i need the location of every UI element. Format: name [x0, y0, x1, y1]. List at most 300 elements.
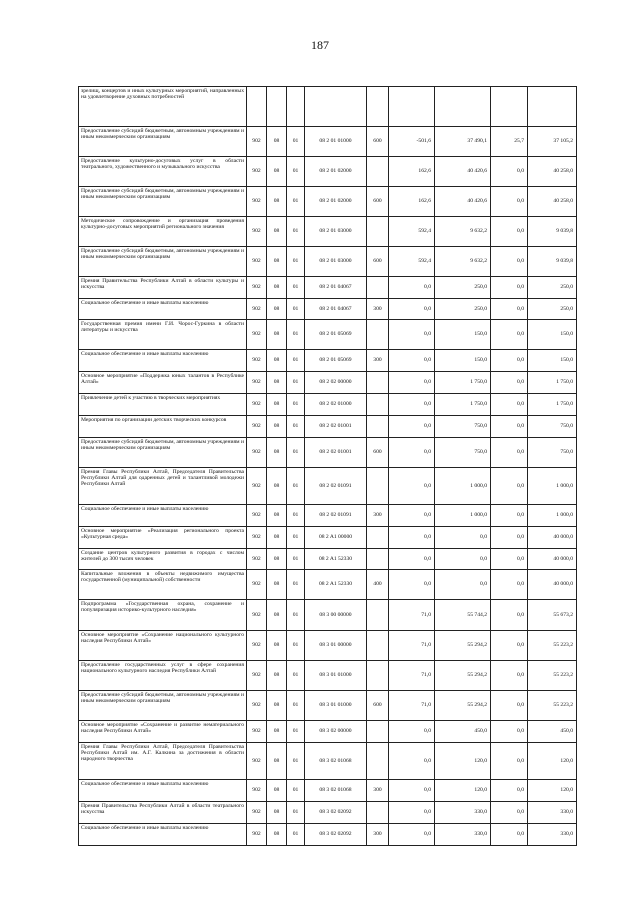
- admin-code: 902: [247, 438, 267, 468]
- amount-change: 0,0: [389, 743, 435, 780]
- amount-federal: [491, 87, 528, 127]
- table-row: [79, 743, 577, 780]
- row-name: Предоставление государственных услуг в сфере сохранения национального культурного наследия Республики Алтай: [79, 661, 247, 691]
- expense-type-code: [367, 320, 389, 350]
- amount-total: 120,0: [435, 743, 491, 780]
- amount-total: 120,0: [435, 780, 491, 802]
- amount-federal: 0,0: [491, 217, 528, 247]
- row-name: Создание центров культурного развития в городах с числом жителей до 300 тысяч человек: [79, 549, 247, 570]
- subsection-code: 01: [287, 247, 305, 277]
- expense-type-code: 300: [367, 299, 389, 320]
- amount-total: 9 632,2: [435, 247, 491, 277]
- amount-total: 55 744,2: [435, 600, 491, 631]
- amount-approved: 1 750,0: [528, 372, 577, 394]
- amount-approved: 40 000,0: [528, 570, 577, 600]
- table-row: [79, 416, 577, 438]
- amount-approved: [528, 87, 577, 127]
- target-article-code: 08 3 01 01000: [305, 691, 367, 721]
- section-code: 08: [267, 350, 287, 372]
- section-code: 08: [267, 570, 287, 600]
- amount-federal: 0,0: [491, 416, 528, 438]
- row-name: Социальное обеспечение и иные выплаты населению: [79, 505, 247, 527]
- target-article-code: 08 2 01 01000: [305, 127, 367, 157]
- section-code: 08: [267, 721, 287, 743]
- expense-type-code: [367, 87, 389, 127]
- admin-code: 902: [247, 277, 267, 299]
- target-article-code: 08 2 02 01091: [305, 468, 367, 505]
- amount-change: 0,0: [389, 320, 435, 350]
- amount-total: 0,0: [435, 570, 491, 600]
- expense-type-code: 600: [367, 438, 389, 468]
- admin-code: 902: [247, 350, 267, 372]
- admin-code: 902: [247, 127, 267, 157]
- section-code: 08: [267, 438, 287, 468]
- table-body: [79, 87, 577, 846]
- row-name: Социальное обеспечение и иные выплаты населению: [79, 350, 247, 372]
- row-name: Предоставление субсидий бюджетным, автономным учреждениям и иным некоммерческим организациям: [79, 187, 247, 217]
- admin-code: 902: [247, 780, 267, 802]
- table-row: [79, 299, 577, 320]
- section-code: 08: [267, 691, 287, 721]
- admin-code: 902: [247, 661, 267, 691]
- subsection-code: 01: [287, 372, 305, 394]
- subsection-code: 01: [287, 157, 305, 187]
- target-article-code: 08 3 01 00000: [305, 631, 367, 661]
- amount-total: 330,0: [435, 824, 491, 846]
- amount-federal: 0,0: [491, 631, 528, 661]
- target-article-code: 08 3 02 01068: [305, 743, 367, 780]
- amount-total: 1 750,0: [435, 372, 491, 394]
- subsection-code: 01: [287, 299, 305, 320]
- section-code: 08: [267, 549, 287, 570]
- target-article-code: 08 2 01 04067: [305, 277, 367, 299]
- section-code: 08: [267, 372, 287, 394]
- amount-approved: 120,0: [528, 780, 577, 802]
- expense-type-code: 600: [367, 691, 389, 721]
- expense-type-code: [367, 372, 389, 394]
- section-code: 08: [267, 247, 287, 277]
- table-row: [79, 87, 577, 127]
- target-article-code: 08 2 01 05069: [305, 350, 367, 372]
- amount-approved: 55 223,2: [528, 691, 577, 721]
- target-article-code: [305, 87, 367, 127]
- amount-total: 1 000,0: [435, 468, 491, 505]
- target-article-code: 08 2 01 05069: [305, 320, 367, 350]
- table-row: [79, 780, 577, 802]
- amount-change: 71,0: [389, 631, 435, 661]
- amount-approved: 1 000,0: [528, 468, 577, 505]
- expense-type-code: [367, 802, 389, 824]
- section-code: [267, 87, 287, 127]
- target-article-code: 08 3 01 01000: [305, 661, 367, 691]
- table-row: [79, 527, 577, 549]
- target-article-code: 08 2 02 01091: [305, 505, 367, 527]
- admin-code: [247, 87, 267, 127]
- subsection-code: 01: [287, 743, 305, 780]
- subsection-code: 01: [287, 438, 305, 468]
- table-row: [79, 691, 577, 721]
- amount-approved: 250,0: [528, 277, 577, 299]
- row-name: Социальное обеспечение и иные выплаты населению: [79, 780, 247, 802]
- expense-type-code: [367, 157, 389, 187]
- section-code: 08: [267, 277, 287, 299]
- subsection-code: 01: [287, 802, 305, 824]
- section-code: 08: [267, 127, 287, 157]
- section-code: 08: [267, 527, 287, 549]
- admin-code: 902: [247, 187, 267, 217]
- target-article-code: 08 2 A1 52330: [305, 549, 367, 570]
- row-name: Основное мероприятие «Сохранение национального культурного наследия Республики Алтай»: [79, 631, 247, 661]
- section-code: 08: [267, 631, 287, 661]
- amount-federal: 0,0: [491, 527, 528, 549]
- admin-code: 902: [247, 743, 267, 780]
- amount-federal: 0,0: [491, 780, 528, 802]
- section-code: 08: [267, 505, 287, 527]
- amount-federal: 0,0: [491, 505, 528, 527]
- target-article-code: 08 2 01 02000: [305, 157, 367, 187]
- row-name: зрелищ, концертов и иных культурных мероприятий, направленных на удовлетворение духовных потребностей: [79, 87, 247, 127]
- row-name: Предоставление субсидий бюджетным, автономным учреждениям и иным некоммерческим организациям: [79, 127, 247, 157]
- admin-code: 902: [247, 631, 267, 661]
- amount-total: 1 750,0: [435, 394, 491, 416]
- amount-federal: 0,0: [491, 802, 528, 824]
- amount-federal: 0,0: [491, 187, 528, 217]
- admin-code: 902: [247, 372, 267, 394]
- amount-total: 40 420,6: [435, 187, 491, 217]
- amount-approved: 750,0: [528, 416, 577, 438]
- amount-change: 71,0: [389, 600, 435, 631]
- admin-code: 902: [247, 824, 267, 846]
- target-article-code: 08 2 01 03000: [305, 217, 367, 247]
- amount-approved: 9 039,8: [528, 247, 577, 277]
- subsection-code: 01: [287, 320, 305, 350]
- amount-federal: 0,0: [491, 721, 528, 743]
- table-row: [79, 217, 577, 247]
- amount-change: 162,6: [389, 187, 435, 217]
- amount-federal: 0,0: [491, 824, 528, 846]
- row-name: Мероприятия по организации детских творческих конкурсов: [79, 416, 247, 438]
- amount-change: 0,0: [389, 416, 435, 438]
- row-name: Социальное обеспечение и иные выплаты населению: [79, 299, 247, 320]
- row-name: Премия Главы Республики Алтай, Председателя Правительства Республики Алтай для одаренных детей и талантливой молодежи Республики Алтай: [79, 468, 247, 505]
- amount-approved: 37 105,2: [528, 127, 577, 157]
- subsection-code: 01: [287, 277, 305, 299]
- amount-change: 0,0: [389, 721, 435, 743]
- amount-change: 71,0: [389, 661, 435, 691]
- amount-approved: 250,0: [528, 299, 577, 320]
- table-row: [79, 187, 577, 217]
- row-name: Предоставление субсидий бюджетным, автономным учреждениям и иным некоммерческим организациям: [79, 438, 247, 468]
- admin-code: 902: [247, 505, 267, 527]
- subsection-code: 01: [287, 780, 305, 802]
- amount-total: 55 294,2: [435, 661, 491, 691]
- amount-change: 0,0: [389, 570, 435, 600]
- expense-type-code: [367, 661, 389, 691]
- amount-federal: 0,0: [491, 394, 528, 416]
- amount-total: 450,0: [435, 721, 491, 743]
- table-row: [79, 631, 577, 661]
- row-name: Предоставление субсидий бюджетным, автономным учреждениям и иным некоммерческим организациям: [79, 691, 247, 721]
- subsection-code: 01: [287, 127, 305, 157]
- table-row: [79, 505, 577, 527]
- admin-code: 902: [247, 394, 267, 416]
- amount-change: 0,0: [389, 372, 435, 394]
- amount-total: 250,0: [435, 299, 491, 320]
- target-article-code: 08 2 02 01001: [305, 416, 367, 438]
- target-article-code: 08 2 01 03000: [305, 247, 367, 277]
- row-name: Премия Правительства Республики Алтай в области культуры и искусства: [79, 277, 247, 299]
- admin-code: 902: [247, 468, 267, 505]
- amount-change: 0,0: [389, 350, 435, 372]
- row-name: Социальное обеспечение и иные выплаты населению: [79, 824, 247, 846]
- subsection-code: [287, 87, 305, 127]
- amount-approved: 150,0: [528, 350, 577, 372]
- amount-approved: 450,0: [528, 721, 577, 743]
- expense-type-code: 400: [367, 570, 389, 600]
- amount-change: 0,0: [389, 780, 435, 802]
- expense-type-code: [367, 721, 389, 743]
- expense-type-code: 600: [367, 187, 389, 217]
- subsection-code: 01: [287, 468, 305, 505]
- amount-total: 0,0: [435, 527, 491, 549]
- admin-code: 902: [247, 157, 267, 187]
- subsection-code: 01: [287, 570, 305, 600]
- row-name: Подпрограмма «Государственная охрана, сохранение и популяризация историко-культурного наследия»: [79, 600, 247, 631]
- target-article-code: 08 2 01 04067: [305, 299, 367, 320]
- table-row: [79, 350, 577, 372]
- amount-approved: 120,0: [528, 743, 577, 780]
- table-row: [79, 394, 577, 416]
- amount-total: 9 632,2: [435, 217, 491, 247]
- section-code: 08: [267, 468, 287, 505]
- section-code: 08: [267, 299, 287, 320]
- expense-type-code: [367, 468, 389, 505]
- amount-federal: 0,0: [491, 247, 528, 277]
- amount-approved: 1 000,0: [528, 505, 577, 527]
- amount-total: 55 294,2: [435, 691, 491, 721]
- amount-change: 0,0: [389, 438, 435, 468]
- amount-total: 150,0: [435, 320, 491, 350]
- subsection-code: 01: [287, 350, 305, 372]
- row-name: Основное мероприятие «Сохранение и развитие нематериального наследия Республики Алтай»: [79, 721, 247, 743]
- subsection-code: 01: [287, 691, 305, 721]
- admin-code: 902: [247, 691, 267, 721]
- table-row: [79, 570, 577, 600]
- amount-change: 0,0: [389, 824, 435, 846]
- target-article-code: 08 3 02 02092: [305, 824, 367, 846]
- expense-type-code: [367, 217, 389, 247]
- admin-code: 902: [247, 416, 267, 438]
- amount-federal: 0,0: [491, 350, 528, 372]
- amount-change: 0,0: [389, 802, 435, 824]
- section-code: 08: [267, 824, 287, 846]
- row-name: Премия Правительства Республики Алтай в области театрального искусства: [79, 802, 247, 824]
- amount-federal: 0,0: [491, 372, 528, 394]
- amount-approved: 55 223,2: [528, 631, 577, 661]
- amount-change: [389, 87, 435, 127]
- row-name: Капитальные вложения в объекты недвижимого имущества государственной (муниципальной) собственности: [79, 570, 247, 600]
- amount-total: 750,0: [435, 438, 491, 468]
- row-name: Методическое сопровождение и организация проведения культурно-досуговых мероприятий регионального значения: [79, 217, 247, 247]
- section-code: 08: [267, 743, 287, 780]
- amount-approved: 40 258,0: [528, 157, 577, 187]
- amount-federal: 0,0: [491, 549, 528, 570]
- section-code: 08: [267, 802, 287, 824]
- section-code: 08: [267, 661, 287, 691]
- amount-approved: 55 223,2: [528, 661, 577, 691]
- amount-federal: 0,0: [491, 277, 528, 299]
- amount-approved: 750,0: [528, 438, 577, 468]
- amount-total: 250,0: [435, 277, 491, 299]
- amount-total: 330,0: [435, 802, 491, 824]
- row-name: Премия Главы Республики Алтай, Председателя Правительства Республики Алтай им. А.Г. Калкина за достижения в области народного творчества: [79, 743, 247, 780]
- subsection-code: 01: [287, 600, 305, 631]
- amount-federal: 0,0: [491, 600, 528, 631]
- expense-type-code: [367, 277, 389, 299]
- row-name: Государственная премия имени Г.И. Чорос-Гуркина в области литературы и искусства: [79, 320, 247, 350]
- section-code: 08: [267, 187, 287, 217]
- table-row: [79, 802, 577, 824]
- table-row: [79, 247, 577, 277]
- target-article-code: 08 2 A1 00000: [305, 527, 367, 549]
- amount-federal: 0,0: [491, 320, 528, 350]
- expense-type-code: [367, 527, 389, 549]
- section-code: 08: [267, 217, 287, 247]
- subsection-code: 01: [287, 416, 305, 438]
- amount-federal: 0,0: [491, 468, 528, 505]
- amount-approved: 150,0: [528, 320, 577, 350]
- amount-change: 0,0: [389, 277, 435, 299]
- row-name: Предоставление культурно-досуговых услуг в области театрального, художественного и музыкального искусства: [79, 157, 247, 187]
- amount-change: 592,4: [389, 247, 435, 277]
- expense-type-code: 600: [367, 247, 389, 277]
- target-article-code: 08 2 02 01001: [305, 438, 367, 468]
- table-row: [79, 468, 577, 505]
- target-article-code: 08 3 02 02092: [305, 802, 367, 824]
- expense-type-code: 600: [367, 127, 389, 157]
- subsection-code: 01: [287, 505, 305, 527]
- admin-code: 902: [247, 217, 267, 247]
- table-row: [79, 824, 577, 846]
- budget-table: [78, 86, 577, 846]
- amount-change: 71,0: [389, 691, 435, 721]
- amount-change: 0,0: [389, 549, 435, 570]
- amount-approved: 40 000,0: [528, 527, 577, 549]
- amount-approved: 9 039,8: [528, 217, 577, 247]
- amount-federal: 0,0: [491, 661, 528, 691]
- admin-code: 902: [247, 299, 267, 320]
- table-row: [79, 277, 577, 299]
- amount-federal: 0,0: [491, 157, 528, 187]
- admin-code: 902: [247, 600, 267, 631]
- table-row: [79, 549, 577, 570]
- table-row: [79, 127, 577, 157]
- admin-code: 902: [247, 721, 267, 743]
- amount-change: 0,0: [389, 299, 435, 320]
- target-article-code: 08 2 02 01000: [305, 394, 367, 416]
- table-row: [79, 320, 577, 350]
- section-code: 08: [267, 780, 287, 802]
- target-article-code: 08 3 00 00000: [305, 600, 367, 631]
- amount-approved: 55 673,2: [528, 600, 577, 631]
- amount-change: 0,0: [389, 527, 435, 549]
- page-number: 187: [311, 38, 329, 52]
- expense-type-code: [367, 631, 389, 661]
- subsection-code: 01: [287, 661, 305, 691]
- target-article-code: 08 3 02 00000: [305, 721, 367, 743]
- amount-approved: 40 258,0: [528, 187, 577, 217]
- amount-total: 55 294,2: [435, 631, 491, 661]
- table-row: [79, 721, 577, 743]
- expense-type-code: [367, 600, 389, 631]
- row-name: Основное мероприятие «Поддержка юных талантов в Республике Алтай»: [79, 372, 247, 394]
- amount-approved: 330,0: [528, 802, 577, 824]
- amount-total: 1 000,0: [435, 505, 491, 527]
- amount-federal: 0,0: [491, 570, 528, 600]
- amount-federal: 0,0: [491, 299, 528, 320]
- target-article-code: 08 2 02 00000: [305, 372, 367, 394]
- expense-type-code: 300: [367, 505, 389, 527]
- subsection-code: 01: [287, 631, 305, 661]
- table-row: [79, 600, 577, 631]
- expense-type-code: 300: [367, 780, 389, 802]
- subsection-code: 01: [287, 549, 305, 570]
- amount-federal: 0,0: [491, 691, 528, 721]
- amount-change: 0,0: [389, 505, 435, 527]
- subsection-code: 01: [287, 721, 305, 743]
- section-code: 08: [267, 394, 287, 416]
- table-row: [79, 661, 577, 691]
- amount-approved: 330,0: [528, 824, 577, 846]
- admin-code: 902: [247, 802, 267, 824]
- subsection-code: 01: [287, 187, 305, 217]
- amount-federal: 0,0: [491, 743, 528, 780]
- admin-code: 902: [247, 527, 267, 549]
- target-article-code: 08 3 02 01068: [305, 780, 367, 802]
- amount-total: 750,0: [435, 416, 491, 438]
- amount-approved: 1 750,0: [528, 394, 577, 416]
- amount-change: 162,6: [389, 157, 435, 187]
- admin-code: 902: [247, 570, 267, 600]
- expense-type-code: [367, 743, 389, 780]
- expense-type-code: 300: [367, 350, 389, 372]
- subsection-code: 01: [287, 394, 305, 416]
- subsection-code: 01: [287, 217, 305, 247]
- target-article-code: 08 2 A1 52330: [305, 570, 367, 600]
- expense-type-code: [367, 549, 389, 570]
- table-row: [79, 438, 577, 468]
- amount-federal: 0,0: [491, 438, 528, 468]
- row-name: Основное мероприятие «Реализация регионального проекта «Культурная среда»: [79, 527, 247, 549]
- amount-change: -501,6: [389, 127, 435, 157]
- table-row: [79, 157, 577, 187]
- section-code: 08: [267, 416, 287, 438]
- subsection-code: 01: [287, 824, 305, 846]
- admin-code: 902: [247, 247, 267, 277]
- amount-approved: 40 000,0: [528, 549, 577, 570]
- section-code: 08: [267, 157, 287, 187]
- amount-total: 40 420,6: [435, 157, 491, 187]
- amount-total: 37 490,1: [435, 127, 491, 157]
- amount-total: 150,0: [435, 350, 491, 372]
- row-name: Предоставление субсидий бюджетным, автономным учреждениям и иным некоммерческим организациям: [79, 247, 247, 277]
- expense-type-code: [367, 416, 389, 438]
- subsection-code: 01: [287, 527, 305, 549]
- admin-code: 902: [247, 320, 267, 350]
- amount-change: 592,4: [389, 217, 435, 247]
- amount-change: 0,0: [389, 394, 435, 416]
- amount-total: [435, 87, 491, 127]
